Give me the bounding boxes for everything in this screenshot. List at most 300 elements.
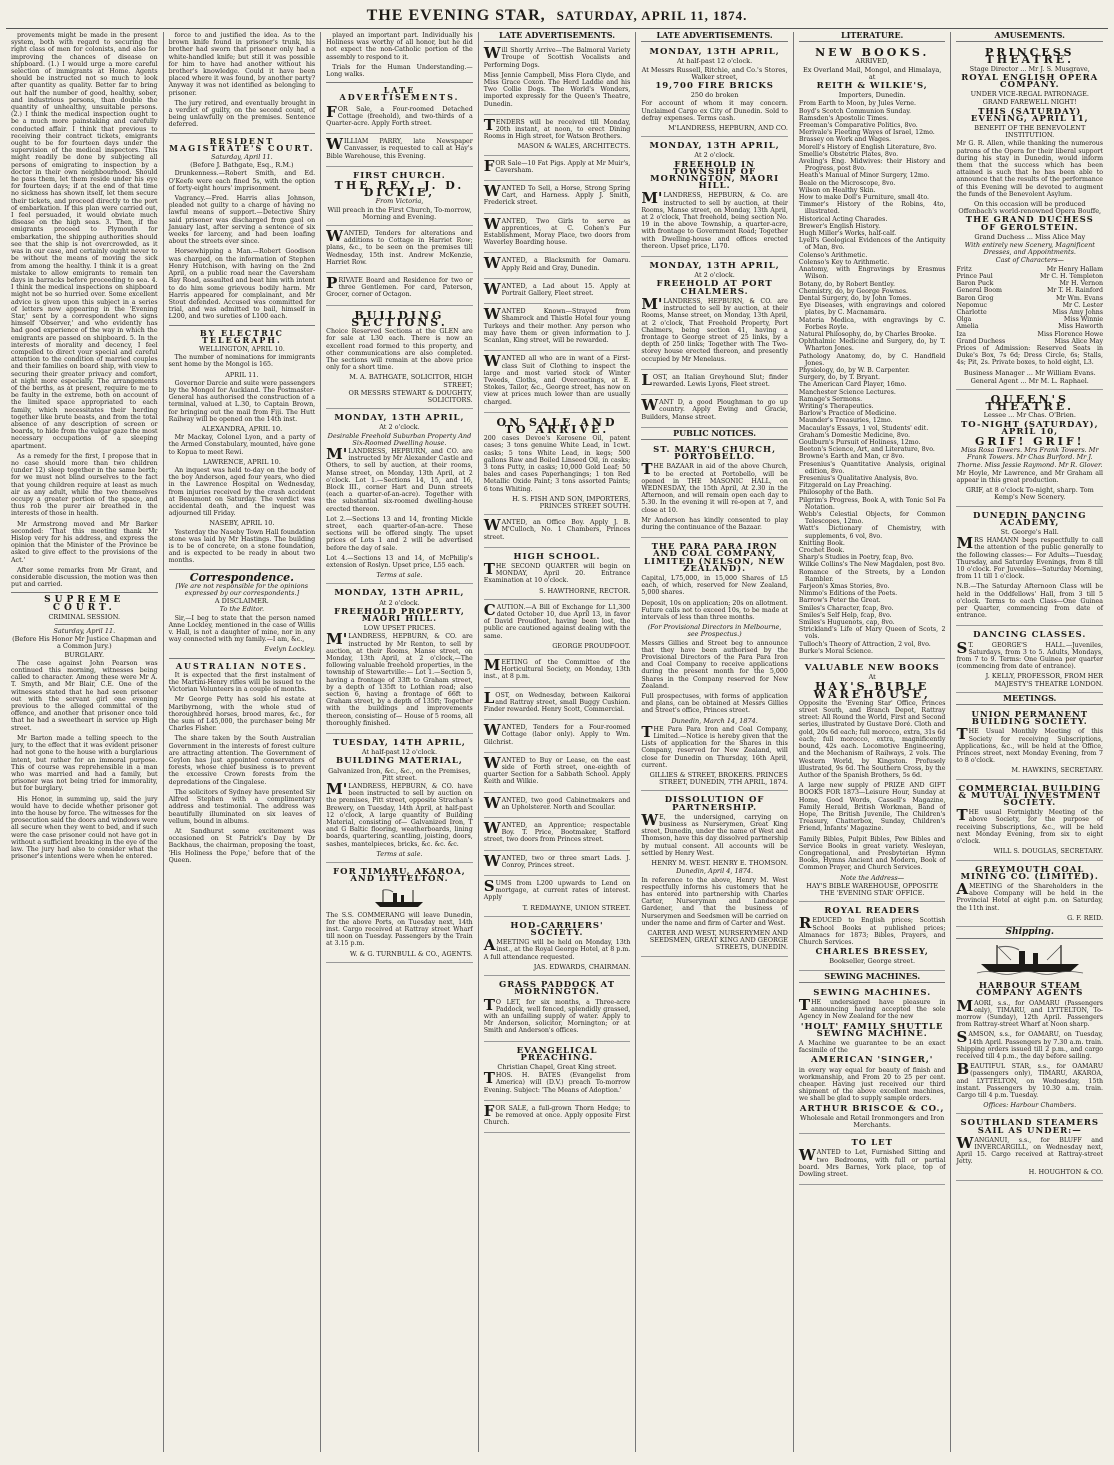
auction-ad	[326, 586, 473, 734]
readers-firm: CHARLES BRESSEY,	[815, 947, 929, 958]
rm-court-date: Saturday, April 11.	[211, 153, 273, 162]
ad-text: For account of whom it may concern. Unclaimed Cargo ex City of Dunedin. Sold to defray expenses. Terms cash.	[641, 100, 788, 122]
advertisement	[484, 255, 631, 278]
advertisement	[484, 690, 631, 721]
bookseller-name: REITH & WILKIE'S,	[816, 81, 928, 92]
bookseller-sub: Importers, Dunedin.	[838, 91, 906, 100]
advertisement	[326, 228, 473, 273]
letter-title: A DISCLAIMER.	[214, 597, 269, 606]
book-list-item: Nimmo's Editions of the Poets.	[798, 590, 898, 598]
ad-text: LOST, on Wednesday, between Kaikorai and Rattray street, small Buggy Cushion. Finder rewarded. Henry Scott, Commercial.	[483, 688, 631, 714]
book-list-item: Fresenius's Quantitative Analysis, original edition, 8vo.	[798, 460, 946, 475]
school-title: HIGH SCHOOL.	[513, 551, 601, 562]
book-list-item: Aveling's Eng. Midwives: their History and Progress, post 8vo.	[798, 158, 946, 173]
grass-title: GRASS PADDOCK AT MORNINGTON.	[498, 980, 616, 998]
ad-text: WANTED, a Lad about 15. Apply at Portrait Gallery, Fleet street.	[483, 279, 631, 298]
advertisement	[484, 795, 631, 818]
new-books-title: NEW BOOKS.	[815, 46, 930, 60]
cast-row	[956, 338, 1103, 345]
auction-heading: FREEHOLD AT PORT CHALMERS.	[656, 279, 773, 297]
article-paragraph: Drunkenness.—Robert Smith, and Ed. O'Keefe were each fined 5s, with the option of forty-eight hours' imprisonment.	[168, 170, 316, 192]
cast-actor: Mr Henry Hallam	[1046, 265, 1104, 273]
dissolution-ad	[641, 793, 788, 956]
ad-text: AMEETING will be held on Monday, 13th inst., at the Royal George Hotel, at 8 p.m. A full attendance requested.	[483, 936, 631, 961]
divider	[169, 658, 316, 659]
telegraph-text: Mr Mackay, Colonel Lyon, and a party of the Armed Constabulary, mounted, have gone to Kopua to meet Rewi.	[168, 434, 316, 456]
letter-signature: Evelyn Lockley.	[264, 645, 316, 654]
ad-text: WANTED to Buy or Lease, on the east side of Forth street, one-eighth of quarter Section for a Sabbath School. Apply Keith and Wilkie.	[483, 753, 631, 786]
cast-row	[956, 287, 1103, 294]
princess-title: PRINCESS THEATRE.	[985, 46, 1075, 67]
book-list-item: Philosophy of the Bath.	[798, 489, 874, 497]
ad-date: Dunedin, March 14, 1874.	[671, 716, 758, 725]
book-list-item: Smiles's Huguenots, cap, 8vo.	[798, 619, 895, 627]
new-books-text: Ex Overland Mail, Mongol, and Himalaya, at	[803, 65, 942, 81]
column-3	[321, 32, 479, 1452]
article-paragraph: Horsewhipping a Man.—Robert Goodison was charged, on the information of Stephen Henry Hutchison, with having on the 2nd April, on a public road near the Caversham Bay Road, assaulted and beat him with intent to do him some grievous bodily harm. Mr Harris appeared for complainant, and Mr Stout defended. Accused was committed for trial, and was admitted to bail, himself in L200, and two sureties of L100 each.	[168, 248, 316, 321]
ad-signature: M'LANDRESS, HEPBURN, AND CO.	[668, 124, 788, 133]
cast-role: Prince Paul	[956, 272, 993, 280]
session-date: Saturday, April 11.	[53, 627, 116, 636]
masthead-comma: ,	[540, 7, 551, 24]
book-list-item: Sharp's Studies in Poetry, fcap, 8vo.	[798, 554, 914, 562]
telegraph-text: Yesterday the Naseby Town Hall foundation stone was laid by Mr Hastings. The building is to be of concrete, on a stone foundation, and is expected to be ready in about two months.	[168, 528, 316, 565]
preacher-name: THE REV. J. D. DICKIE,	[334, 179, 465, 200]
book-list-item: Morell's History of English Literature, 8vo.	[798, 143, 937, 151]
cast-row	[956, 295, 1103, 302]
divider	[169, 569, 316, 570]
ad-text: Capital, L75,000, in 15,000 Shares of L5 each, of which, reserved for New Zealand, 5,000 shares.	[641, 574, 788, 597]
cast-role: General Boom	[956, 287, 1002, 295]
book-list-item: Smiles's Self Help, fcap, 8vo.	[798, 611, 892, 619]
ad-signature: H. HOUGHTON & CO.	[1028, 1167, 1104, 1176]
case-title: BURGLARY.	[64, 650, 105, 659]
queens-theatre-ad	[956, 392, 1103, 507]
late-ads-title: LATE ADVERTISEMENTS.	[339, 85, 460, 103]
cast-role: Olga	[956, 316, 972, 324]
auction-ad	[326, 736, 473, 863]
ad-text: THE usual Fortnightly Meeting of the above Society, for the purpose of receiving Subscriptions, &c., will be held next Monday Evening, from six to eight o'clock.	[956, 806, 1104, 846]
column-heading: LITERATURE.	[799, 32, 946, 42]
hodcarriers-ad	[484, 919, 631, 976]
advertisement	[484, 216, 631, 254]
advertisement	[484, 722, 631, 753]
advertisement	[484, 281, 631, 304]
steamer-ad	[326, 865, 473, 963]
stage-director: Stage Director ... Mr J. S. Musgrave,	[969, 64, 1090, 73]
ad-text: Mr G. R. Allen, while thanking the numerous patrons of the Opera for their liberal support during his stay in Dunedin, would inform them that the success which has been attained is such that he has been able to announce that the results of the performance of this Evening will be devoted to augment the funds of the Benevolent Asylum.	[956, 140, 1104, 198]
ad-signature: GEORGE PROUDFOOT.	[552, 641, 631, 650]
cast-actor: Mr H. Vernon	[1059, 280, 1104, 288]
building-title: BUILDING SECTIONS.	[351, 308, 448, 329]
book-list-item: Browne's Earth and Man, cr 8vo.	[798, 453, 905, 461]
book-list-item: Physiology, do, by W. B. Carpenter.	[798, 366, 910, 374]
cast-actor: Miss Haworth	[1058, 323, 1104, 331]
bible-title: VALUABLE NEW BOOKS	[804, 663, 940, 674]
auction-time: At 2 o'clock.	[379, 598, 420, 607]
article-paragraph: Mr Barton made a telling speech to the jury, to the effect that it was evident prisoner had not gone to the house with a burglarious intent, but rather for an immoral purpose. This of course was reprehensible in a man who was married and had a family, but prisoner was not being tried for immorality, but for burglary.	[11, 734, 158, 793]
cast-role: Iza	[956, 330, 967, 338]
book-list-item: Colenso's Key to Arithmetic.	[798, 258, 890, 266]
ad-text: FOR SALE, a full-grown Thorn Hedge; to be removed at once. Apply opposite First Church.	[483, 1101, 631, 1127]
auction-ad	[641, 139, 788, 257]
ad-text: WANTED, Two Girls to serve as apprentices, at C. Cohen's Fur Establishment, Moray Place, two doors from Waverley Boarding house.	[483, 214, 631, 247]
advertisement	[484, 183, 631, 214]
ad-text: WANTED to Let, Furnished Sitting and two Bedrooms, with full or partial board. Mrs Barnes, York place, top of Dowling street.	[798, 1146, 946, 1179]
book-list-item: Crochet Book.	[798, 547, 845, 555]
ad-signature: S. HAWTHORNE, RECTOR.	[539, 586, 631, 595]
harbour-title: HARBOUR STEAM COMPANY AGENTS	[976, 981, 1084, 999]
church-text: Will preach in the First Church, To-morrow, Morning and Evening.	[327, 205, 472, 221]
auction-item: 19,700 FIRE BRICKS	[655, 81, 774, 92]
rm-court-before: (Before J. Bathgate, Esq., R.M.)	[190, 161, 294, 170]
book-list-item: Materia Medica, with engravings by C. Forbes Royle.	[798, 316, 946, 331]
union-society-ad	[956, 708, 1103, 780]
company-ad	[641, 540, 788, 791]
article-paragraph: The jury retired, and eventually brought in a verdict of guilty, on the second count, of being unlawfully on the premises. Sentence deferred.	[168, 99, 316, 129]
column-heading: LATE ADVERTISEMENTS.	[484, 32, 631, 42]
ad-signature: HENRY M. WEST. HENRY E. THOMSON.	[651, 859, 788, 868]
telegraph-place: NASEBY, APRIL 10.	[209, 519, 275, 528]
ad-text: TENDERS will be received till Monday, 20th instant, at noon, to erect Dining Rooms in High street, for Watson Brothers.	[483, 115, 631, 141]
cast-row	[956, 273, 1103, 280]
ad-text: Opposite the 'Evening Star' Office, Princes street South, and Branch Depot, Rattray street: All Round the World, First and Second series, illustrated by Gustave Doré. Cloth and gold, 20s 6d each; full morocco, extra, 31s 6d each; full morocco, extra, magnificently bound, 42s each. Locomotive Engineering, and the Mechanism of Railways, 2 vols. The Western World, by Kingston. Profusely illustrated, 9s 6d. The Southern Cross, by the Author of the Spanish Brothers, 5s 6d.	[798, 699, 946, 779]
book-list-item: Anatomy, with Engravings by Erasmus Wilson.	[798, 266, 946, 281]
divider	[169, 133, 316, 134]
book-list-item: Ophthalmic Medicine and Surgery, do, by T. Wharton Jones.	[798, 338, 946, 353]
book-list-item: Ramsden's Apostolic Times.	[798, 114, 889, 122]
cast-actor: Miss Florence Howe	[1037, 330, 1104, 338]
ad-signature: J. KELLY, PROFESSOR, FROM HER MAJESTY'S THEATRE LONDON.	[985, 672, 1104, 688]
auction-ad	[641, 259, 788, 370]
bazaar-ad	[641, 443, 788, 538]
singer-name: AMERICAN 'SINGER,'	[810, 1055, 934, 1066]
ad-signature: W. & G. TURNBULL & CO., AGENTS.	[349, 949, 473, 958]
company-title: THE PARA PARA IRON AND COAL COMPANY, LIMITED (NELSON, NEW ZEALAND).	[644, 542, 786, 574]
ad-text: Mr Anderson has kindly consented to play during the continuance of the Bazaar.	[641, 516, 788, 531]
auction-item: 250 do broken	[690, 91, 739, 100]
dancing-sub: St. George's Hall.	[1000, 527, 1059, 536]
article-paragraph: The case against John Pearson was continued this morning, witnesses being called to character. Among these were Mr A. T. Smyth, and Mr Blair, C.E. One of the witnesses stated that he had seen prisoner out with the servant girl one evening previous to the alleged committal of the offence, and another that prisoner once told that he had a sweetheart in service up High street.	[11, 659, 158, 732]
ad-text: M'LANDRESS, HEPBURN, and CO. are instructed by Mr Alexander Castle and Others, to sell by auction, at their rooms, Manse street, on Monday, 13th April, at 2 o'clock. Lot 1.—Sections 14, 15, and 16, Block III., corner Hart and Dunn streets (each a quarter-of-an-acre). Together with the substantial six-roomed dwelling-house erected thereon.	[326, 444, 473, 513]
letter-to: To the Editor.	[219, 605, 265, 614]
steamer-title: FOR TIMARU, AKAROA, AND LYTTELTON.	[333, 867, 466, 885]
column-1	[6, 32, 164, 1452]
ad-note: (For Provisional Directors in Melbourne, see Prospectus.)	[647, 623, 782, 639]
duchess-note: With entirely new Scenery, Magnificent Dresses, and Appointments.	[964, 241, 1095, 257]
cast-row	[956, 309, 1103, 316]
article-paragraph: After some remarks from Mr Grant, and considerable discussion, the motion was then put and carried.	[11, 566, 158, 589]
book-list-item: Brassey on Work and Wages.	[798, 136, 892, 144]
auction-heading: FREEHOLD IN TOWNSHIP OF MORNINGTON, MAORI HILL.	[650, 159, 780, 192]
book-list-item: Romance of the Streets, by a London Rambler.	[798, 568, 946, 583]
ad-text: THE Usual Monthly Meeting of this Society for receiving Subscriptions, Applications, &c., will be held at the Office, Princes street, next Monday Evening, from 7 to 8 o'clock.	[956, 725, 1104, 765]
bible-warehouse-ad	[799, 661, 946, 902]
book-list-item: Timmer's History of the Robins, 4to, illustrated.	[798, 201, 946, 216]
ad-text: WANTED, an Apprentice; respectable Boy. T. Price, Bootmaker, Stafford street, two doors from Princes street.	[483, 819, 631, 844]
ad-text: FOR Sale, a Four-roomed Detached Cottage (freehold), and two-thirds of a Quarter-acre. Apply Forth street.	[326, 102, 473, 128]
ad-text: THE SECOND QUARTER will begin on MONDAY, April 20. Entrance Examination at 10 o'clock.	[483, 559, 631, 585]
on-sale-ad	[484, 415, 631, 515]
cast-role: Baron Puck	[956, 280, 994, 288]
union-title: UNION PERMANENT BUILDING SOCIETY.	[971, 710, 1089, 728]
ad-text: On this occasion will be produced Offenbach's world-renowned Opera Bouffe,	[958, 200, 1102, 216]
column-heading: LATE ADVERTISEMENTS.	[641, 32, 788, 42]
auction-heading: BUILDING MATERIAL,	[336, 756, 463, 767]
article-paragraph: At Sandhurst some excitement was occasioned on St Patrick's Day by Dr Backhaus, the chairman, proposing the toast, 'His Holiness the Pope,' before that of the Queen.	[168, 827, 316, 864]
book-list-item: Freeman's Comparative Politics, 8vo.	[798, 122, 918, 130]
book-list-item: Burke's Moral Science.	[798, 647, 873, 655]
auction-time: At 2 o'clock.	[379, 423, 420, 432]
advertisement	[484, 306, 631, 351]
building-ad	[326, 308, 473, 409]
sewing-title: SEWING MACHINES.	[813, 987, 932, 998]
telegraph-place: APRIL 11.	[225, 370, 259, 379]
columns	[6, 32, 1108, 1452]
princess-theatre-ad	[956, 45, 1103, 390]
column-5	[636, 32, 794, 1452]
cast-actor: Miss Amy Johns	[1052, 308, 1104, 316]
telegraph-place: ALEXANDRA, APRIL 10.	[201, 424, 283, 433]
book-list-item: Wilson on Healthy Skin.	[798, 186, 876, 194]
steamship-icon	[371, 887, 427, 909]
ad-text: WANTED, Tenders for alterations and additions to Cottage in Harriet Row; plans, &c., to be seen on the premises till Wednesday, 15th inst. Andrew McKenzie, Harriet Row.	[326, 227, 473, 266]
cast-actor: Mr T. H. Rainford	[1046, 287, 1104, 295]
column-2	[164, 32, 322, 1452]
book-list-item: Dental Surgery, do, by John Tomes.	[798, 294, 912, 302]
play-title: GRIF! GRIF!	[975, 434, 1085, 448]
to-let-title: TO LET	[851, 1138, 893, 1149]
correspondence-title: Correspondence.	[189, 570, 294, 584]
book-list-item: Maunder's Treasuries, 12mo.	[798, 417, 893, 425]
book-list-item: Writing's Therapeutics.	[798, 402, 874, 410]
ad-text: THOS. H. BATES (Evangelist from America) will (D.V.) preach To-morrow Evening. Subject: 'The Means of Adoption.'	[483, 1069, 631, 1094]
advertisement	[484, 117, 631, 156]
book-list-item: Strickland's Life of Mary Queen of Scots, 2 vols.	[798, 626, 946, 641]
ad-text: M'LANDRESS, HEPBURN, & Co. are instructed to sell by auction, at their Rooms, Manse street, on Monday, 13th April, at 2 o'clock, That freehold, being section No. 19 in the above Township, a quarter-acre, with frontage to Government Road; Together with Dwelling-house and offices erected thereon. Upset price, L170.	[641, 189, 788, 250]
steamship-icon	[975, 942, 1085, 976]
ad-text: PRIVATE Board and Residence for two or three Gentlemen. For card, Paterson, Grocer, corner of Octagon.	[326, 274, 473, 299]
ad-text: WANTED, a Blacksmith for Oamaru. Apply Reid and Gray, Dunedin.	[483, 254, 631, 273]
ad-text: WANTED, two good Cabinetmakers and an Upholsterer. North and Scoullar.	[483, 793, 631, 812]
book-list-item: The American Card Player, 16mo.	[798, 381, 907, 389]
ad-signature: M. HAWKINS, SECRETARY.	[1011, 766, 1104, 775]
ad-text: Lot 4.—Sections 13 and 14, of McPhilip's extension of Roslyn. Upset price, L55 each.	[326, 554, 473, 569]
advertisement	[641, 372, 788, 395]
queens-title: QUEEN'S THEATRE.	[985, 392, 1074, 414]
church-ad	[326, 169, 473, 226]
advertisement	[484, 517, 631, 548]
ad-signature: T. REDMAYNE, UNION STREET.	[522, 903, 631, 912]
southland-ad	[956, 1116, 1103, 1180]
book-list-item: Macaulay's Essays, 1 vol, Students' edit.	[798, 424, 929, 432]
classes-title: DANCING CLASSES.	[973, 630, 1087, 641]
ad-signature: ARTHUR BRISCOE & CO.,	[799, 1103, 945, 1114]
school-ad	[484, 550, 631, 600]
article-paragraph: Mr Armstrong moved and Mr Barker seconded: 'That this meeting thank Mr Hislop very for his address, and express the opinion that the Minister of the Province be asked to give effect to the provisions of the Act.'	[11, 520, 158, 564]
ad-text: MRS HAMANN begs respectfully to call the attention of the public generally to the following classes:— For Adults—Tuesday, Thursday, and Saturday Evenings, from 8 till 10 o'clock. For Juveniles—Saturday Morning, from 11 till 1 o'clock.	[956, 534, 1104, 581]
book-list	[799, 100, 946, 655]
book-list-item: Tulloch's Theory of Attraction, 2 vol, 8vo.	[798, 640, 931, 648]
to-let-ad	[799, 1136, 946, 1185]
cast-role: Baron Grog	[956, 294, 994, 302]
book-list-item: Eye Diseases, with engravings and colored plates, by C. Macnamara.	[798, 302, 946, 317]
evangelical-title: EVANGELICAL PREACHING.	[516, 1045, 598, 1063]
cast-row	[956, 316, 1103, 323]
auction-date: MONDAY, 13TH APRIL,	[649, 261, 780, 272]
ad-text: WE, the undersigned, carrying on business as Nurserymen, Great King street, Dunedin, under the name of West and Thomson, have this day dissolved partnership by mutual consent. All accounts will be settled by Henry West.	[641, 810, 788, 857]
section-heading: SEWING MACHINES.	[799, 973, 946, 983]
farewell: GRAND FAREWELL NIGHT!	[982, 98, 1077, 107]
ad-text: THE undersigned have pleasure in announcing having accepted the sole Agency in New Zealand for the new	[798, 995, 946, 1021]
article-paragraph: Vagrancy.—Fred. Harris alias Johnson, pleaded not guilty to a charge of having no lawful means of support.—Detective Shiry said prisoner was discharged from gaol on January last, after serving a sentence of six weeks for larceny, and had been loafing about the streets ever since.	[168, 195, 316, 246]
ad-text: CAUTION.—A Bill of Exchange for L1,300 dated October 10, due April 13, in favor of David Proudfoot, having been lost, the public are cautioned against dealing with the same.	[483, 600, 631, 640]
ad-text: SUMS from L200 upwards to Lend on mortgage, at current rates of interest. Apply	[483, 877, 631, 902]
benefit: BENEFIT OF THE BENEVOLENT INSTITUTION.	[974, 124, 1086, 140]
dancing-classes-ad	[956, 628, 1103, 692]
ad-signature: JAS. EDWARDS, CHAIRMAN.	[533, 962, 631, 971]
advertisement	[484, 1103, 631, 1134]
cast-title: Cast of Characters—	[995, 256, 1064, 265]
book-list-item: Chemistry, do, by George Fownes.	[798, 287, 908, 295]
ad-text: SAMSON, s.s., for OAMARU, on Tuesday, 14th April. Passengers by 7.30 a.m. train. Shipping orders issued till 2 p.m., and cargo received till 4 p.m., the day before sailing.	[956, 1028, 1104, 1060]
telegraph-text: Governor Darcie and suite were passengers by the Mongol for Auckland. The Postmaster-General has authorised the construction of a terminal, valued at L.30, to Captain Brown, for bringing out the mail from Fiji. The Hutt Railway will be opened on the 14th inst.	[168, 379, 316, 423]
ad-text: MEETING of the Committee of the Horticultural Society, on Monday, 13th inst., at 8 p.m.	[483, 656, 631, 681]
book-list-item: Lyell's Geological Evidences of the Antiquity of Man, 8vo.	[798, 237, 946, 252]
ad-text: Deposit, 10s on application; 20s on allotment. Future calls not to exceed 10s, to be made at intervals of less than three months.	[641, 599, 788, 621]
article-paragraph: It is expected that the first instalment of the Martini-Henry rifles will be issued to the Victorian Volunteers in a couple of months.	[168, 671, 316, 694]
book-list-item: Brewer's English History.	[798, 222, 881, 230]
book-list-item: Smellie's Obstetric Plates, 8vo.	[798, 150, 899, 158]
auction-time: At 2 o'clock.	[694, 151, 735, 160]
advertisement	[484, 657, 631, 688]
masthead-date: SATURDAY, APRIL 11, 1874.	[556, 8, 748, 23]
advertisement	[484, 853, 631, 876]
book-list-item: Colenso's Arithmetic.	[798, 251, 868, 259]
book-list-item: Graham's Domestic Medicine, 8vo.	[798, 431, 911, 439]
ad-text: ST. GEORGE'S HALL.—Juveniles, Saturdays, from 3 to 5. Adults, Mondays, from 7 to 9. Terms: One Guinea per quarter (commencing from date of entrance).	[956, 638, 1104, 671]
ad-text: MAORI, s.s., for OAMARU (Passengers only), TIMARU, and LYTTELTON, To-morrow (Sunday), 12th April. Passengers from Rattray-street Wharf at Noon sharp.	[956, 996, 1104, 1029]
telegraph-place: LAWRENCE, APRIL 10.	[202, 457, 281, 466]
session-before: (Before His Honor Mr Justice Chapman and a Common Jury.)	[12, 635, 157, 651]
column-6	[794, 32, 952, 1452]
advertisement	[484, 820, 631, 851]
ad-text: At Messrs Russell, Ritchie, and Co.'s Stores, Walker street,	[641, 65, 788, 81]
book-list-item: Boyd's Scotch Communion Sunday.	[798, 107, 912, 115]
ad-text: Messrs Gillies and Street beg to announce that they have been authorised by the Provisional Directors of the Para Para Iron and Coal Company to receive applications during the present month for the 5,000 Shares in the Company reserved for New Zealand.	[641, 639, 788, 690]
auction-date: MONDAY, 13TH APRIL,	[649, 47, 780, 58]
advertisement	[484, 878, 631, 917]
ad-text: N.B.—The Saturday Afternoon Class will be held in the Oddfellows' Hall, from 3 till 5 o'clock. Terms to each Class—One Guinea per Quarter, commencing from date of entrance.	[956, 583, 1104, 620]
article-paragraph: Mr George Petty has sold his estate at Maribyrnong, with the whole stud of thoroughbred horses, brood mares, &c., for the sum of L45,000, the purchaser being Mr Charles Fisher.	[168, 696, 316, 733]
book-list-item: Webb's Celestial Objects, for Common Telescopes, 12mo.	[798, 511, 946, 526]
ad-signature: CARTER AND WEST, NURSERYMEN AND SEEDSMEN, GREAT KING AND GEORGE STREETS, DUNEDIN.	[647, 928, 788, 952]
letter-body: Sir,—I beg to state that the person named Anne Lockley, mentioned in the case of Willis v. Hall, is not a daughter of mine, nor in any way connected with my family.—I am, &c.,	[168, 614, 316, 644]
ad-text: WANTED, two or three smart Lads. J. Conroy, Princes street.	[483, 851, 631, 870]
section-heading: Shipping.	[956, 929, 1103, 939]
bible-firm: HAY'S BIBLE WAREHOUSE,	[813, 680, 931, 701]
opera-company: ROYAL ENGLISH OPERA COMPANY.	[961, 72, 1099, 91]
book-list-item: Hugh Miller's Works, half-calf.	[798, 230, 897, 238]
ad-text: Prices of Admission: Reserved Seats in Duke's Box, 7s 6d; Dress Circle, 6s; Stalls, 4s; Pit, 2s. Private boxes, to hold eight, L3.	[956, 344, 1104, 367]
cast-actor: Mr Wm. Evans	[1055, 294, 1104, 302]
ad-text: A large new supply of PRIZE AND GIFT BOOKS FOR 1873—Leisure Hour, Sunday at Home, Good Words, Cassell's Magazine, Family Herald, British Workman, Band of Hope, The British Juvenile, The Children's Treasury, Chatterbox, Sunday, Children's Friend, Infants' Magazine.	[798, 782, 946, 833]
masthead-title: THE EVENING STAR	[366, 7, 541, 24]
new-books-ad	[799, 45, 946, 659]
ad-text: WANTED To Sell, a Horse, Strong Spring Cart, and Harness. Apply J. Smith, Frederick street.	[483, 182, 631, 207]
ad-signature: H. S. FISH AND SON, IMPORTERS, PRINCES STREET SOUTH.	[512, 494, 631, 510]
new-books-sub: ARRIVED,	[855, 57, 889, 66]
cast-row	[956, 266, 1103, 273]
rm-court-title: RESIDENT MAGISTRATE'S COURT.	[169, 135, 315, 153]
column-heading: AMUSEMENTS.	[956, 32, 1103, 42]
ad-signature: M. A. BATHGATE, SOLICITOR, HIGH STREET;	[349, 373, 473, 389]
telegraph-text: The number of nominations for immigrants sent home by the Mongol is 165.	[168, 354, 316, 369]
article-paragraph: His Honor, in summing up, said the jury would have to decide whether prisoner got into the house by force. The witnesses for the prosecution said the doors and windows were all secure when they went to bed, and if such were the case prisoner could not have got in without a sufficient breaking in the eye of the law. The jury had also to consider what the prisoner's intentions were when he entered.	[11, 795, 158, 861]
sewing-ad	[799, 986, 946, 1134]
ad-text: M'LANDRESS, HEPBURN, & CO. have been instructed to sell by auction on the premises, Pitt street, opposite Strachan's Brewery, on Tuesday, 14th April, at half-past 12 o'clock, A large quantity of Building Material, consisting of— Galvanized Iron, T and G Baltic flooring, weatherboards, lining boards, quartering, scantling, joisting, doors, sashes, mantelpieces, bricks, &c. &c. &c.	[326, 780, 473, 848]
ad-text: THE Para Para Iron and Coal Company, Limited.—Notice is hereby given that the Lists of application for the Shares in this Company, reserved for New Zealand, will close for Dunedin on Thursday, 16th April, current.	[641, 722, 788, 769]
bible-sub: At	[868, 673, 876, 682]
book-list-item: Goulburn's Pursuit of Holiness, 12mo.	[798, 438, 921, 446]
ad-text: FOR Sale—10 Fat Pigs. Apply at Mr Muir's, Caversham.	[483, 156, 631, 175]
ad-signature: G. F. REID.	[1067, 913, 1104, 922]
book-list-item: Smiles's Character, fcap, 8vo.	[798, 604, 894, 612]
ad-text: M'LANDRESS, HEPBURN, & CO. are instructed by Mr Renton, to sell by auction, at their Rooms, Manse street, on Monday, 13th April, at 2 o'clock,—The following valuable freehold properties, in the township of Stewartville:— Lot 1.—Section 5, having a frontage of 33ft to Graham street, by a depth of 135ft to Lothian road; also section 6, having a frontage of 66ft to Graham street, by a depth of 135ft; Together with the buildings and improvements thereon, consisting of— House of 5 rooms, all thoroughly finished.	[326, 630, 473, 727]
auction-date: TUESDAY, 14TH APRIL,	[332, 738, 466, 749]
book-list-item: From Earth to Moon, by Jules Verne.	[798, 100, 917, 108]
ad-text: BEAUTIFUL STAR, s.s., for OAMARU (passengers only), TIMARU, AKAROA, and LYTTELTON, on Wednesday, 15th instant. Passengers by 10.30 a.m. train. Cargo till 4 p.m. Tuesday.	[956, 1060, 1104, 1099]
auction-ad	[641, 45, 788, 137]
book-list-item: Watt's Dictionary of Chemistry, with supplements, 6 vol, 8vo.	[798, 525, 946, 540]
auction-date: MONDAY, 13TH APRIL,	[334, 413, 465, 424]
article-paragraph: Trials for the Human Understanding.—Long walks.	[326, 63, 473, 79]
auction-sub: LOW UPSET PRICES.	[363, 624, 436, 633]
auction-date: MONDAY, 13TH APRIL,	[649, 141, 780, 152]
article-paragraph: The share taken by the South Australian Government in the interests of forest culture are attracting attention. The Government of Ceylon has just appointed conservators of forests, whose chief business is to prevent the excessive Crown forests from the depredations of the Cingalese.	[168, 735, 316, 786]
readers-title: ROYAL READERS	[824, 906, 921, 917]
ad-date: Dunedin, April 4, 1874.	[676, 867, 754, 876]
advertisement	[484, 158, 631, 181]
southland-title: SOUTHLAND STEAMERS SAIL AS UNDER:—	[960, 1118, 1100, 1136]
preacher-from: From Victoria,	[375, 197, 424, 206]
cast-role: Fritz	[956, 265, 972, 273]
divider	[11, 592, 158, 593]
grass-ad	[484, 978, 631, 1041]
ad-text: A Machine we guarantee to be an exact facsimile of the	[798, 1040, 946, 1055]
general-agent: General Agent ... Mr M. L. Raphael.	[970, 376, 1089, 385]
patronage: UNDER VICE-REGAL PATRONAGE.	[970, 90, 1089, 99]
ad-signature: WILL S. DOUGLAS, SECRETARY.	[993, 847, 1104, 856]
ad-text: WANT D, a good Ploughman to go up country. Apply Ewing and Gracie, Builders, Manse street.	[641, 396, 788, 421]
book-list-item: Beeton's Science, Art, and Literature, 8vo.	[798, 446, 935, 454]
correspondence-note: [We are not responsible for the opinions expressed by our correspondents.]	[175, 581, 309, 598]
ad-text: M'LANDRESS, HEPBURN, & CO. are instructed to sell by auction, at their Rooms, Manse street, on Monday, 13th April, at 2 o'clock, That Freehold Property, Port Chalmers, being section 41, having a frontage to George street of 25 links, by a depth of 250 links; Together with The Two-storey house erected thereon, and presently occupied by Mr Menelaus.	[641, 294, 788, 363]
church-title: FIRST CHURCH.	[353, 170, 446, 181]
ad-text: LOST, an Italian Greyhound Slut; finder rewarded. Lewis Lyons, Fleet street.	[641, 370, 788, 389]
opera-title: THE GRAND DUCHESS OF GEROLSTEIN.	[965, 215, 1094, 233]
cast-actor: Mr C. Lester	[1062, 301, 1104, 309]
ad-note: GRIF, at 8 o'clock To-night, sharp. Tom Kemp's New Scenery.	[965, 486, 1094, 502]
terms: Terms at sale.	[376, 571, 423, 580]
ad-text: Miss Jennie Campbell, Miss Flora Clyde, and Miss Grace Coxon. The Herd Laddie and his Two Collie Dogs. The World's Wonders, imported expressly for the Queen's Theatre, Dunedin.	[483, 71, 631, 108]
cast-actor: Mr C. H. Templeton	[1039, 272, 1104, 280]
book-list-item: Manchester Science Lectures.	[798, 388, 896, 396]
advertisement	[326, 104, 473, 135]
ad-text: 200 cases Devoe's Kerosene Oil, patent cases; 3 tons genuine White Lead, in 1cwt. casks; 5 tons White Lead, in kegs; 500 gallons Raw and Boiled Linseed Oil, in casks; 3 tons Putty, in casks; 10,000 Gold Leaf; 50 bales and cases Paperhangings; 1 ton Red Metallic Oxide Paint; 3 tons assorted Paints; 6 tons Whiting.	[483, 435, 631, 493]
ad-signature: MASON & WALES, ARCHITECTS.	[517, 142, 631, 151]
ad-text: WANGANUI, s.s., for BLUFF and INVERCARGILL, on Wednesday next, April 15. Cargo received at Rattray-street Jetty.	[956, 1133, 1104, 1166]
